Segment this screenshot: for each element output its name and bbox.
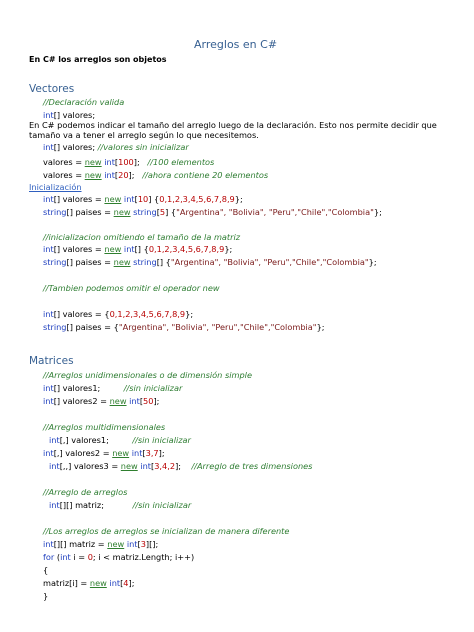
- code-keyword: int: [137, 461, 152, 471]
- paragraph-line: En C# podemos indicar el tamaño del arreglo luego de la declaración. Esto nos permite decidir que: [29, 120, 437, 130]
- code-text: };: [316, 322, 325, 332]
- code-comment: //sin inicializar: [132, 500, 192, 510]
- code-keyword: int: [43, 539, 54, 549]
- code-text: [: [156, 207, 160, 217]
- code-text: ] {: [165, 207, 177, 217]
- code-text: [] paises =: [66, 207, 114, 217]
- code-comment: //100 elementos: [147, 157, 215, 167]
- code-line: [43, 142, 189, 152]
- code-keyword: string: [130, 257, 157, 267]
- code-number: 0: [87, 552, 93, 562]
- code-number: 0,1,2,3,4,5,6,7,8,9: [159, 194, 235, 204]
- code-keyword: int: [129, 448, 143, 458]
- code-new-keyword: new: [120, 461, 138, 471]
- code-comment: //valores sin inicializar: [97, 142, 189, 152]
- code-keyword: int: [126, 396, 140, 406]
- code-comment: //Arreglos multidimensionales: [43, 422, 166, 432]
- code-text: [: [137, 539, 141, 549]
- code-comment: //Arreglo de arreglos: [43, 487, 128, 497]
- code-number: 20: [118, 170, 129, 180]
- code-text: [][] matriz;: [59, 500, 133, 510]
- code-keyword: string: [43, 257, 67, 267]
- code-text: valores =: [43, 170, 85, 180]
- code-comment: //sin inicializar: [132, 435, 191, 445]
- code-text: (: [54, 552, 61, 562]
- code-comment: //Los arreglos de arreglos se inicializan de manera diferente: [43, 526, 290, 536]
- code-text: [] paises =: [66, 257, 114, 267]
- code-text: ][];: [145, 539, 159, 549]
- inicializacion-link[interactable]: Inicialización: [29, 182, 82, 192]
- code-new-keyword: new: [109, 396, 127, 406]
- code-text: [: [114, 157, 119, 167]
- code-line: [43, 170, 268, 180]
- code-line: [43, 110, 95, 120]
- code-comment: //Tambien podemos omitir el operador new: [43, 283, 220, 293]
- code-text: [: [139, 396, 144, 406]
- code-keyword: int: [121, 194, 135, 204]
- code-keyword: int: [60, 552, 71, 562]
- code-keyword: int: [43, 309, 54, 319]
- code-number: 4: [123, 578, 129, 588]
- code-text: };: [373, 207, 382, 217]
- code-number: 100: [118, 157, 134, 167]
- code-keyword: int: [43, 194, 54, 204]
- code-number: 3,4,2: [154, 461, 176, 471]
- code-keyword: int: [43, 244, 54, 254]
- code-keyword: int: [43, 142, 54, 152]
- code-keyword: int: [101, 157, 115, 167]
- code-line: [43, 244, 232, 254]
- code-text: [] valores = {: [53, 309, 110, 319]
- code-text: [,,] valores3 =: [59, 461, 121, 471]
- code-text: i =: [70, 552, 88, 562]
- code-keyword: int: [121, 244, 135, 254]
- code-line: [43, 396, 159, 406]
- code-line: [43, 207, 382, 217]
- code-string: "Argentina", "Bolivia", "Peru","Chile","Colombia": [176, 207, 374, 217]
- code-new-keyword: new: [84, 157, 102, 167]
- code-comment: //Arreglos unidimensionales o de dimensión simple: [43, 370, 252, 380]
- code-number: 0,1,2,3,4,5,6,7,8,9: [109, 309, 186, 319]
- code-text: ] {: [148, 194, 160, 204]
- code-keyword: int: [43, 396, 54, 406]
- code-line: [49, 500, 191, 510]
- code-text: [] valores =: [53, 244, 105, 254]
- code-comment: //sin inicializar: [123, 383, 183, 393]
- code-text: };: [185, 309, 194, 319]
- code-text: [,] valores1;: [59, 435, 133, 445]
- code-text: [] valores;: [53, 142, 98, 152]
- code-string: "Argentina", "Bolivia", "Peru","Chile","Colombia": [170, 257, 369, 267]
- code-text: valores =: [43, 157, 85, 167]
- code-keyword: int: [101, 170, 115, 180]
- code-new-keyword: new: [104, 244, 122, 254]
- code-text: [] valores =: [53, 194, 105, 204]
- code-keyword: int: [43, 383, 54, 393]
- code-number: 3,7: [145, 448, 159, 458]
- code-number: 0,1,2,3,4,5,6,7,8,9: [148, 244, 225, 254]
- code-new-keyword: new: [84, 170, 102, 180]
- code-line: [43, 578, 134, 588]
- code-text: ];: [128, 170, 143, 180]
- code-line: [49, 435, 191, 445]
- code-text: [] valores2 =: [53, 396, 110, 406]
- code-new-keyword: new: [113, 207, 131, 217]
- code-text: ];: [128, 578, 135, 588]
- code-line: [43, 448, 165, 458]
- code-keyword: int: [49, 435, 60, 445]
- code-text: };: [234, 194, 243, 204]
- code-text: [: [134, 194, 138, 204]
- code-line: [43, 322, 325, 332]
- code-keyword: for: [43, 552, 55, 562]
- code-new-keyword: new: [89, 578, 107, 588]
- code-text: [: [151, 461, 155, 471]
- code-comment: //inicializacion omitiendo el tamaño de la matriz: [43, 232, 241, 242]
- code-keyword: int: [43, 110, 54, 120]
- code-new-keyword: new: [112, 448, 130, 458]
- code-text: };: [368, 257, 377, 267]
- code-number: 5: [159, 207, 166, 217]
- code-line: }: [43, 591, 49, 601]
- code-line: [43, 383, 182, 393]
- code-text: [] paises = {: [66, 322, 119, 332]
- code-number: 50: [143, 396, 154, 406]
- code-string: "Argentina", "Bolivia", "Peru","Chile","Colombia": [118, 322, 317, 332]
- code-new-keyword: new: [113, 257, 131, 267]
- code-comment: //ahora contiene 20 elementos: [142, 170, 269, 180]
- code-text: };: [224, 244, 233, 254]
- code-line: [43, 552, 194, 562]
- code-text: [: [120, 578, 124, 588]
- code-text: ];: [133, 157, 148, 167]
- code-line: [43, 309, 193, 319]
- code-text: [] valores1;: [53, 383, 124, 393]
- code-keyword: string: [130, 207, 157, 217]
- code-number: 3: [140, 539, 146, 549]
- code-comment: //Declaración valida: [43, 97, 125, 107]
- code-comment: //Arreglo de tres dimensiones: [191, 461, 313, 471]
- code-new-keyword: new: [104, 194, 122, 204]
- code-line: [43, 257, 377, 267]
- document-subtitle: En C# los arreglos son objetos: [29, 55, 167, 64]
- code-keyword: int: [106, 578, 121, 588]
- code-text: ];: [153, 396, 160, 406]
- code-keyword: int: [43, 448, 54, 458]
- code-text: [,] valores2 =: [53, 448, 113, 458]
- code-text: [: [142, 448, 146, 458]
- code-text: [] {: [156, 257, 171, 267]
- code-text: matriz[i] =: [43, 578, 90, 588]
- code-keyword: int: [49, 500, 60, 510]
- code-line: [43, 539, 158, 549]
- code-line: [43, 157, 214, 167]
- code-text: [] valores;: [53, 110, 96, 120]
- code-number: 10: [137, 194, 149, 204]
- code-text: ];: [158, 448, 165, 458]
- code-text: [] {: [134, 244, 149, 254]
- code-line: {: [43, 565, 49, 575]
- code-text: [][] matriz =: [53, 539, 108, 549]
- code-line: [43, 194, 243, 204]
- paragraph-line: tamaño va a tener el arreglo según lo que necesitemos.: [29, 130, 259, 140]
- code-text: ; i < matriz.Length; i++): [92, 552, 195, 562]
- code-keyword: string: [43, 207, 67, 217]
- code-line: [49, 461, 312, 471]
- section-heading-vectores: Vectores: [29, 83, 75, 95]
- code-keyword: int: [124, 539, 138, 549]
- document-title: Arreglos en C#: [194, 38, 278, 51]
- code-keyword: string: [43, 322, 67, 332]
- code-keyword: int: [49, 461, 60, 471]
- code-text: [: [114, 170, 119, 180]
- code-text: ];: [175, 461, 192, 471]
- section-heading-matrices: Matrices: [29, 355, 74, 367]
- code-new-keyword: new: [107, 539, 125, 549]
